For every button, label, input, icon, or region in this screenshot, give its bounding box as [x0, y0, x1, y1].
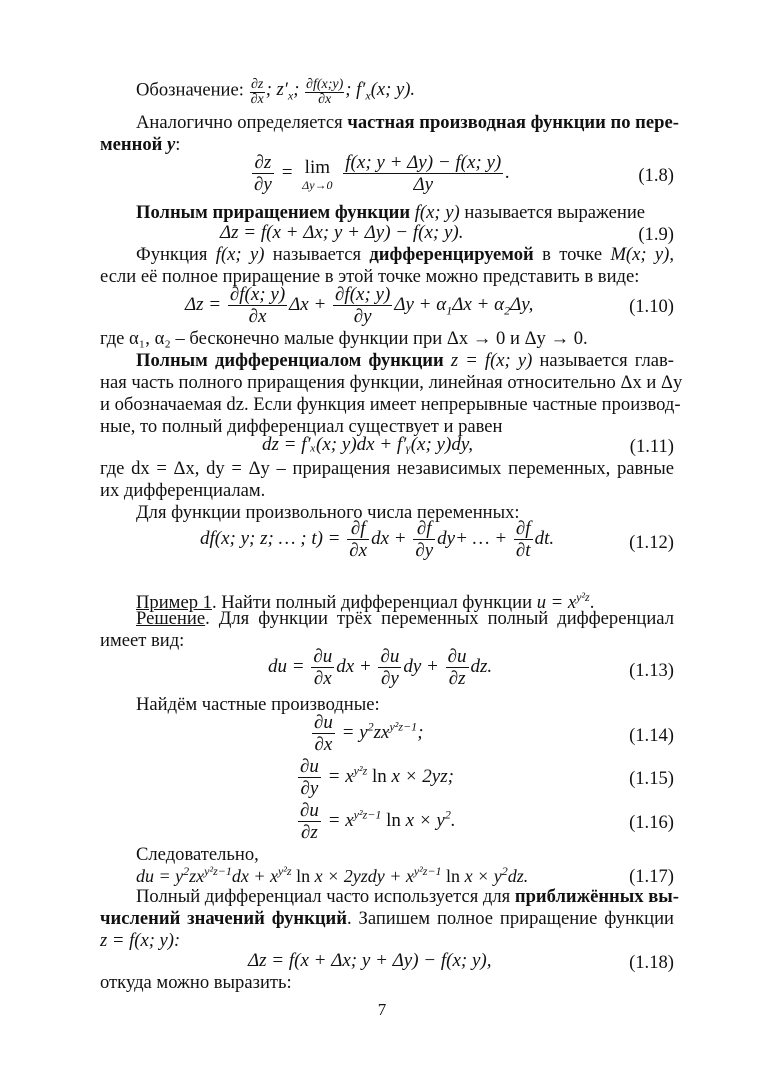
text-line-2: Аналогично определяется частная производная функции по пере- [136, 112, 679, 133]
text-line-13: их дифференциалам. [100, 480, 266, 501]
text-line-11: ные, то полный дифференциал существует и равен [100, 416, 503, 437]
example-line: Пример 1. Найти полный дифференциал функции $u = x^{y^2z}$. [136, 590, 595, 614]
text-line-final-4: откуда можно выразить: [100, 972, 292, 993]
eq-number-1-16: (1.16) [629, 812, 674, 833]
equation-1-15: $\frac{\partial u}{\partial y}$ = $x^{y^2z}$ ln x × 2yz; [300, 756, 454, 799]
eq-number-1-13: (1.13) [629, 660, 674, 681]
text-line-5: Функция f(x; y) называется дифференцируемой в точке M(x; y), [136, 244, 675, 265]
page-number: 7 [377, 1000, 387, 1019]
text-line-6: если её полное приращение в этой точке можно представить в виде: [100, 266, 640, 287]
text-line-final-1: Полный дифференциал часто используется для приближённых вы- [136, 886, 679, 907]
equation-1-12: df(x; y; z; … ; t) = $\frac{\partial f}{\partial x}$ dx + $\frac{\partial f}{\partial y}$ dy+ … + $\frac{\partial f}{\partial t}$ dt. [200, 518, 555, 561]
eq-number-1-14: (1.14) [629, 725, 674, 746]
eq-number-1-11: (1.11) [629, 436, 674, 457]
equation-1-11: dz = f′ₓ(x; y)dx + f′ᵧ(x; y)dy, [262, 434, 473, 455]
text-line-10: и обозначаемая dz. Если функция имеет непрерывные частные производ- [100, 394, 681, 415]
text-line-14: Для функции произвольного числа переменных: [136, 502, 520, 523]
equation-1-13: du = $\frac{\partial u}{\partial x}$ dx + $\frac{\partial u}{\partial y}$ dy + $\frac{\partial u}{\partial z}$ dz. [268, 646, 493, 689]
eq-number-1-18: (1.18) [629, 952, 674, 973]
eq-number-1-12: (1.12) [629, 532, 674, 553]
find-line: Найдём частные производные: [136, 694, 380, 715]
eq-number-1-8: (1.8) [638, 165, 674, 186]
eq-number-1-17: (1.17) [629, 866, 674, 887]
text-line-8: Полным дифференциалом функции z = f(x; y) называется глав- [136, 350, 674, 371]
solution-line-2: имеет вид: [100, 630, 185, 651]
equation-1-9: Δz = f(x + Δx; y + Δy) − f(x; y). [220, 222, 464, 243]
text-line-final-3: z = f(x; y): [100, 930, 181, 951]
eq-number-1-10: (1.10) [629, 296, 674, 317]
text-line-9: ная часть полного приращения функции, линейная относительно Δx и Δy [100, 372, 683, 393]
text-line-final-2: числений значений функций. Запишем полное приращение функции [100, 908, 674, 929]
text-line-7: где α₁, α₂ – бесконечно малые функции при Δx → 0 и Δy → 0. [100, 328, 588, 349]
notation-line: Обозначение: $\frac{\partial z}{\partial x}$ ; $z'_x$; $\frac{\partial f(x;y)}{\partial x}$ ; $f'_x(x$; y). [136, 77, 416, 107]
solution-line: Решение. Для функции трёх переменных полный дифференциал [136, 608, 674, 629]
text-line-3: менной y: [100, 134, 181, 155]
equation-1-16: $\frac{\partial u}{\partial z}$ = $x^{y^2z-1}$ $\ln x \times y^2$. [300, 800, 456, 843]
equation-1-18: Δz = f(x + Δx; y + Δy) − f(x; y), [248, 950, 492, 971]
equation-1-14: $\frac{\partial u}{\partial x}$ = $y^2zx^{y^2z-1}$; [314, 712, 424, 755]
eq-number-1-9: (1.9) [638, 224, 674, 245]
hence-line: Следовательно, [136, 844, 259, 865]
equation-1-8: $\frac{\partial z}{\partial y}$ = lim Δy→0 $\frac{f(x; y + \Delta y) - f(x; y)}{\Delta y}$ . [254, 152, 511, 195]
equation-1-17: du = $y^2zx^{y^2z-1}dx + x^{y^2z}$ ln x × 2yzdy + $x^{y^2z-1}$ $\ln x \times y^2dz$. [136, 864, 529, 886]
text-line-4: Полным приращением функции f(x; y) называется выражение [136, 202, 646, 223]
eq-number-1-15: (1.15) [629, 768, 674, 789]
text-line-12: где dx = Δx, dy = Δy – приращения независимых переменных, равные [100, 458, 674, 479]
equation-1-10: Δz = $\frac{\partial f(x; y)}{\partial x}$ Δx + $\frac{\partial f(x; y)}{\partial y}$ $\Delta y + \alpha_1\Delta x + \alpha_2\Delta y$, [185, 284, 534, 327]
